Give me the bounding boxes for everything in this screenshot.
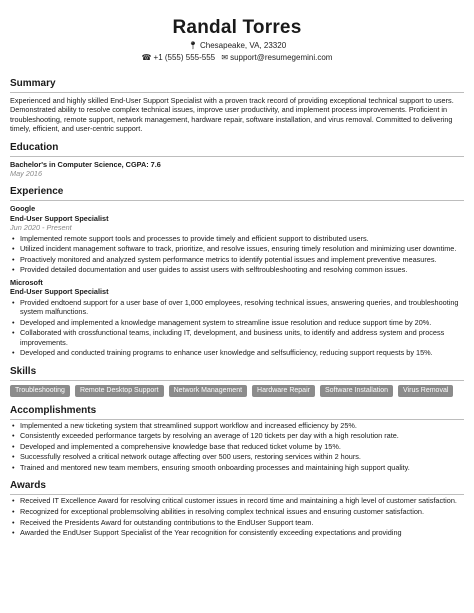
skill-tag: Remote Desktop Support bbox=[75, 385, 164, 397]
accomplishment-item: • Trained and mentored new team members, ensuring smooth onboarding processes and maintaining high support quality. bbox=[20, 463, 464, 472]
job-entry bbox=[10, 204, 464, 274]
experience-heading: Experience bbox=[10, 185, 464, 201]
skills-heading: Skills bbox=[10, 365, 464, 381]
job-company: Google bbox=[10, 204, 36, 214]
summary-heading: Summary bbox=[10, 77, 464, 93]
job-bullet: • Collaborated with crossfunctional teams, including IT, development, and business units, to identify and address system and process improvements. bbox=[20, 328, 464, 347]
job-bullet: • Utilized incident management software to track, prioritize, and resolve issues, ensuring timely resolution and minimizing user downtime. bbox=[20, 244, 464, 253]
awards-list bbox=[10, 496, 464, 537]
email-link[interactable]: support@resumegemini.com bbox=[230, 53, 333, 62]
phone-email-row bbox=[10, 52, 464, 64]
accomplishment-item: • Successfully resolved a critical network outage affecting over 500 users, restoring services within 2 hours. bbox=[20, 452, 464, 461]
award-item: • Awarded the EndUser Support Specialist of the Year recognition for consistently exceeding expectations and providing bbox=[20, 528, 464, 537]
job-bullet: • Provided detailed documentation and user guides to assist users with selftroubleshooting and resolving common issues. bbox=[20, 265, 464, 274]
skill-tag: Hardware Repair bbox=[252, 385, 315, 397]
job-bullet: • Developed and implemented a knowledge management system to streamline issue resolution and reduce support time by 20%. bbox=[20, 318, 464, 327]
skill-tag: Software Installation bbox=[320, 385, 393, 397]
phone-icon: ☎ bbox=[141, 53, 152, 62]
location-pin-icon: 📍︎ bbox=[187, 41, 198, 50]
contact-info bbox=[10, 40, 464, 64]
accomplishment-item: • Developed and implemented a comprehensive knowledge base that reduced ticket volume by 15%. bbox=[20, 442, 464, 451]
accomplishments-heading: Accomplishments bbox=[10, 404, 464, 420]
job-role: End-User Support Specialist bbox=[10, 287, 109, 297]
location-row bbox=[10, 40, 464, 52]
skills-list bbox=[10, 385, 464, 397]
award-item: • Received IT Excellence Award for resolving critical customer issues in record time and maintaining a high level of customer satisfaction. bbox=[20, 496, 464, 505]
award-item: • Received the Presidents Award for outstanding contributions to the EndUser Support team. bbox=[20, 518, 464, 527]
job-entry bbox=[10, 278, 464, 358]
job-bullet: • Developed and conducted training programs to enhance user knowledge and selfsufficiency, reducing support requests by 15%. bbox=[20, 348, 464, 357]
job-role: End-User Support Specialist bbox=[10, 213, 109, 223]
awards-heading: Awards bbox=[10, 479, 464, 495]
accomplishment-item: • Consistently exceeded performance targets by resolving an average of 120 tickets per day with a high resolution rate. bbox=[20, 431, 464, 440]
candidate-name: Randal Torres bbox=[172, 17, 302, 38]
summary-text: Experienced and highly skilled End-User Support Specialist with a proven track record of providing exceptional technical support to users. Demonstrated ability to resolve complex technical issues, improve user productivity, and implement process improvements. Proficient in troubleshooting, remote support, network management, hardware repair, software installation, and virus removal. Committed to delivering timely, efficient, and user-centric support. bbox=[10, 96, 454, 134]
accomplishment-item: • Implemented a new ticketing system that streamlined support workflow and increased efficiency by 25%. bbox=[20, 421, 464, 430]
job-bullet: • Provided endtoend support for a user base of over 1,000 employees, resolving technical issues, answering queries, and troubleshooting system malfunctions. bbox=[20, 298, 464, 317]
phone-text: +1 (555) 555-555 bbox=[153, 53, 216, 62]
award-item: • Recognized for exceptional problemsolving abilities in resolving complex technical issues and ensuring customer satisfaction. bbox=[20, 507, 464, 516]
job-date: Jun 2020 - Present bbox=[10, 223, 72, 233]
skill-tag: Troubleshooting bbox=[10, 385, 70, 397]
job-bullets bbox=[10, 298, 464, 358]
education-degree: Bachelor's in Computer Science, CGPA: 7.6 bbox=[10, 159, 161, 169]
education-heading: Education bbox=[10, 141, 464, 157]
skill-tag: Virus Removal bbox=[398, 385, 453, 397]
job-bullet: • Implemented remote support tools and processes to provide timely and efficient support to distributed users. bbox=[20, 234, 464, 243]
email-icon: ✉ bbox=[221, 53, 229, 62]
job-bullets bbox=[10, 234, 464, 275]
education-date: May 2016 bbox=[10, 169, 43, 179]
location-text: Chesapeake, VA, 23320 bbox=[200, 41, 287, 50]
job-company: Microsoft bbox=[10, 277, 43, 287]
skill-tag: Network Management bbox=[169, 385, 247, 397]
resume-page bbox=[10, 0, 464, 539]
accomplishments-list bbox=[10, 421, 464, 473]
job-bullet: • Proactively monitored and analyzed system performance metrics to identify potential issues and implement preventive measures. bbox=[20, 255, 464, 264]
